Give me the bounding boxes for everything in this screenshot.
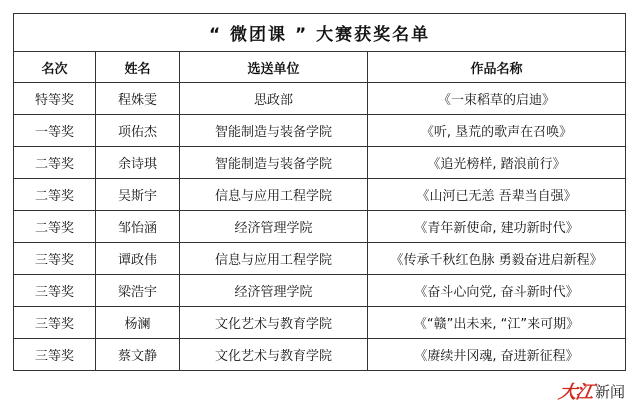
name-cell: 杨澜 <box>96 307 180 339</box>
header-row <box>14 52 626 83</box>
unit-cell: 信息与应用工程学院 <box>180 243 368 275</box>
work-cell: 《传承千秋红色脉 勇毅奋进启新程》 <box>368 243 626 275</box>
work-cell: 《赓续井冈魂, 奋进新征程》 <box>368 339 626 371</box>
award-table <box>13 13 626 371</box>
unit-cell: 文化艺术与教育学院 <box>180 339 368 371</box>
name-cell: 梁浩宇 <box>96 275 180 307</box>
rank-cell: 特等奖 <box>14 83 96 115</box>
unit-cell: 经济管理学院 <box>180 211 368 243</box>
table-row <box>14 115 626 147</box>
unit-cell: 文化艺术与教育学院 <box>180 307 368 339</box>
header-rank: 名次 <box>14 52 96 83</box>
rank-cell: 一等奖 <box>14 115 96 147</box>
table-row <box>14 339 626 371</box>
name-cell: 蔡文静 <box>96 339 180 371</box>
work-cell: 《奋斗心向党, 奋斗新时代》 <box>368 275 626 307</box>
table-row <box>14 147 626 179</box>
rank-cell: 三等奖 <box>14 339 96 371</box>
table-row <box>14 83 626 115</box>
name-cell: 项佑杰 <box>96 115 180 147</box>
unit-cell: 思政部 <box>180 83 368 115</box>
rank-cell: 二等奖 <box>14 179 96 211</box>
award-list-sheet <box>13 13 625 371</box>
name-cell: 吴斯宇 <box>96 179 180 211</box>
table-row <box>14 179 626 211</box>
work-cell: 《青年新使命, 建功新时代》 <box>368 211 626 243</box>
name-cell: 谭政伟 <box>96 243 180 275</box>
name-cell: 程姝雯 <box>96 83 180 115</box>
work-cell: 《追光榜样, 踏浪前行》 <box>368 147 626 179</box>
work-cell: 《一束稻草的启迪》 <box>368 83 626 115</box>
header-unit: 选送单位 <box>180 52 368 83</box>
unit-cell: 经济管理学院 <box>180 275 368 307</box>
dajiang-logo: 大江 <box>556 382 595 403</box>
unit-cell: 信息与应用工程学院 <box>180 179 368 211</box>
news-watermark <box>555 378 625 404</box>
header-name: 姓名 <box>96 52 180 83</box>
name-cell: 余诗琪 <box>96 147 180 179</box>
table-row <box>14 243 626 275</box>
work-cell: 《“赣”出未来, “江”来可期》 <box>368 307 626 339</box>
table-row <box>14 307 626 339</box>
rank-cell: 二等奖 <box>14 211 96 243</box>
watermark-text: 新闻 <box>594 382 625 401</box>
rank-cell: 三等奖 <box>14 243 96 275</box>
rank-cell: 三等奖 <box>14 307 96 339</box>
rank-cell: 二等奖 <box>14 147 96 179</box>
header-work: 作品名称 <box>368 52 626 83</box>
table-row <box>14 275 626 307</box>
name-cell: 邹怡涵 <box>96 211 180 243</box>
rank-cell: 三等奖 <box>14 275 96 307</box>
work-cell: 《听, 垦荒的歌声在召唤》 <box>368 115 626 147</box>
table-title: “ 微团课 ” 大赛获奖名单 <box>14 14 626 52</box>
unit-cell: 智能制造与装备学院 <box>180 115 368 147</box>
work-cell: 《山河已无恙 吾辈当自强》 <box>368 179 626 211</box>
table-row <box>14 211 626 243</box>
unit-cell: 智能制造与装备学院 <box>180 147 368 179</box>
